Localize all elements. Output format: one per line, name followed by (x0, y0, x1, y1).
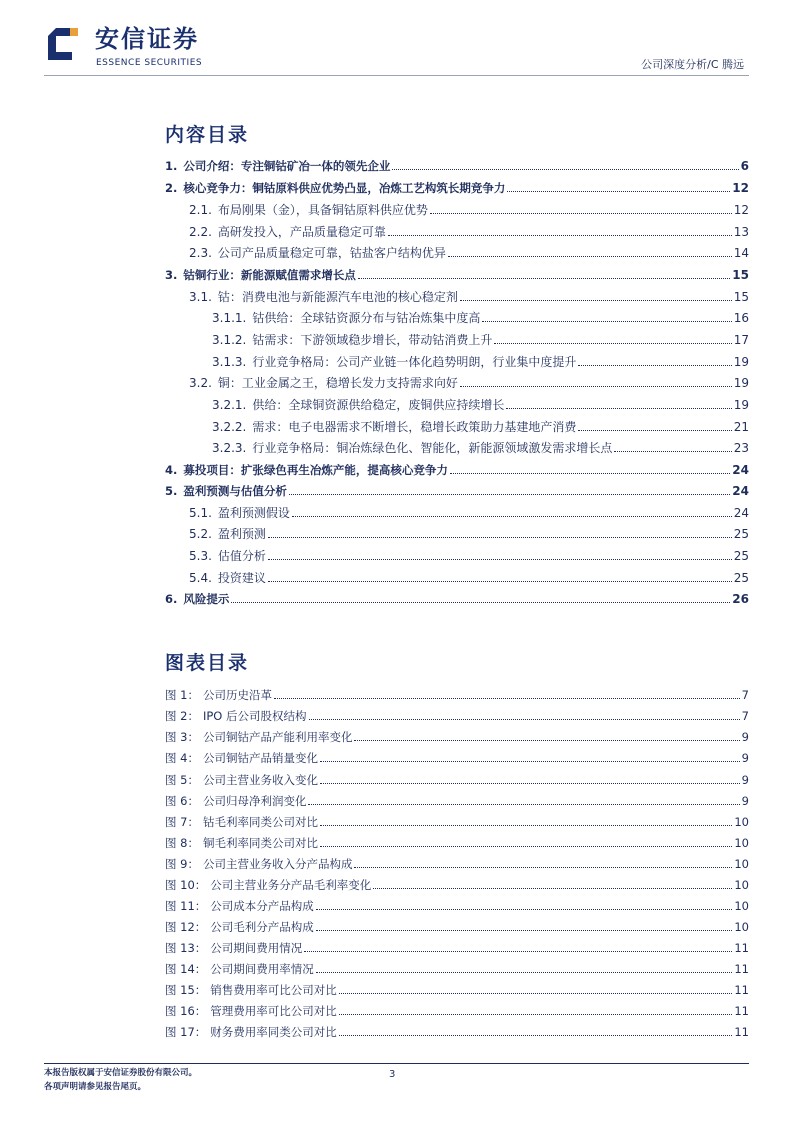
toc-entry-number: 3.1. (189, 290, 212, 304)
toc-entry[interactable] (0, 327, 749, 347)
toc-entry[interactable] (0, 349, 749, 369)
figure-entry-number: 图 1： (165, 688, 199, 702)
leader-dots (354, 740, 739, 741)
figure-entry[interactable] (0, 830, 749, 850)
leader-dots (320, 783, 740, 784)
toc-entry[interactable] (0, 500, 749, 520)
toc-entry-page: 12 (733, 203, 749, 217)
leader-dots (231, 602, 730, 603)
figure-entry-page: 10 (734, 899, 749, 913)
figure-entry-title: 公司毛利分产品构成 (210, 920, 314, 934)
toc-entry[interactable] (0, 392, 749, 412)
toc-entry[interactable] (0, 153, 749, 173)
figure-entry-number: 图 9： (165, 857, 199, 871)
leader-dots (304, 951, 732, 952)
toc-entry-page: 19 (733, 376, 749, 390)
toc-entry-number: 3.2.3. (212, 441, 247, 455)
toc-entry-page: 23 (733, 441, 749, 455)
figure-entry-title: 公司铜钴产品产能利用率变化 (202, 730, 353, 744)
toc-entry-page: 19 (733, 355, 749, 369)
leader-dots (482, 321, 731, 322)
leader-dots (309, 719, 740, 720)
figure-entry-number: 图 4： (165, 751, 199, 765)
figure-entry-number: 图 14： (165, 962, 207, 976)
toc-entry-page: 24 (732, 484, 749, 498)
toc-entry-page: 16 (733, 311, 749, 325)
toc-entry-number: 3.2. (189, 376, 212, 390)
leader-dots (578, 430, 731, 431)
figure-entry-number: 图 5： (165, 773, 199, 787)
toc-entry-page: 13 (733, 225, 749, 239)
toc-entry-page: 25 (733, 549, 749, 563)
toc-entry-page: 15 (732, 268, 749, 282)
leader-dots (494, 343, 731, 344)
figure-entry-page: 11 (734, 983, 749, 997)
toc-entry-page: 21 (733, 420, 749, 434)
leader-dots (460, 300, 732, 301)
figure-entry[interactable] (0, 703, 749, 723)
toc-entry-number: 3.1.1. (212, 311, 247, 325)
toc-entry-title: 盈利预测 (217, 527, 266, 541)
figure-entry-title: 公司历史沿革 (202, 688, 272, 702)
figure-entry-page: 9 (741, 730, 749, 744)
toc-entry[interactable] (0, 457, 749, 477)
disclaimer-note: 各项声明请参见报告尾页。 (44, 1082, 147, 1092)
brand-name-cn: 安信证券 (95, 25, 199, 53)
figure-entry-title: IPO 后公司股权结构 (202, 709, 307, 723)
leader-dots (316, 930, 733, 931)
figure-entry[interactable] (0, 745, 749, 765)
toc-entry[interactable] (0, 175, 749, 195)
toc-entry[interactable] (0, 543, 749, 563)
leader-dots (339, 1035, 733, 1036)
toc-entry-title: 募投项目：扩张绿色再生冶炼产能，提高核心竞争力 (183, 463, 448, 477)
toc-entry-title: 投资建议 (217, 571, 266, 585)
figure-entry[interactable] (0, 767, 749, 787)
toc-entry-page: 12 (732, 181, 749, 195)
figure-entry-number: 图 2： (165, 709, 199, 723)
toc-entry-page: 17 (733, 333, 749, 347)
figure-entry[interactable] (0, 872, 749, 892)
figure-entry-page: 10 (734, 857, 749, 871)
toc-entry-page: 25 (733, 571, 749, 585)
toc-entry[interactable] (0, 586, 749, 606)
figure-entry-number: 图 10： (165, 878, 207, 892)
toc-entry-title: 高研发投入，产品质量稳定可靠 (217, 225, 386, 239)
toc-entry-number: 3. (165, 268, 178, 282)
leader-dots (316, 909, 733, 910)
figure-entry-number: 图 3： (165, 730, 199, 744)
leader-dots (268, 537, 732, 538)
header-divider (44, 75, 749, 76)
figure-entry-title: 公司主营业务收入变化 (202, 773, 318, 787)
figure-entry-page: 10 (734, 920, 749, 934)
figure-entry-title: 公司期间费用率情况 (210, 962, 314, 976)
toc-entry-title: 估值分析 (217, 549, 266, 563)
leader-dots (450, 473, 730, 474)
figure-entry-number: 图 12： (165, 920, 207, 934)
figure-entry-title: 财务费用率同类公司对比 (210, 1025, 337, 1039)
figure-entry-title: 公司主营业务收入分产品构成 (202, 857, 353, 871)
figure-entry-page: 11 (734, 962, 749, 976)
figure-entry-title: 公司铜钴产品销量变化 (202, 751, 318, 765)
page-number: 3 (389, 1069, 396, 1080)
leader-dots (578, 365, 731, 366)
toc-entry-number: 4. (165, 463, 178, 477)
leader-dots (506, 408, 731, 409)
toc-entry[interactable] (0, 565, 749, 585)
figure-entry-number: 图 7： (165, 815, 199, 829)
figure-entry[interactable] (0, 977, 749, 997)
brand-name-en: ESSENCE SECURITIES (96, 58, 203, 68)
toc-entry-page: 24 (732, 463, 749, 477)
figure-entry-title: 铜毛利率同类公司对比 (202, 836, 318, 850)
toc-entry[interactable] (0, 240, 749, 260)
toc-entry-number: 2.2. (189, 225, 212, 239)
toc-entry-page: 14 (733, 246, 749, 260)
toc-entry[interactable] (0, 284, 749, 304)
toc-entry[interactable] (0, 262, 749, 282)
toc-entry-number: 2. (165, 181, 178, 195)
toc-entry-number: 5.4. (189, 571, 212, 585)
toc-entry-number: 5.3. (189, 549, 212, 563)
leader-dots (430, 213, 732, 214)
leader-dots (392, 169, 738, 170)
toc-entry-title: 公司介绍：专注铜钴矿冶一体的领先企业 (183, 159, 391, 173)
figure-entry-title: 公司归母净利润变化 (202, 794, 307, 808)
figure-entry-number: 图 16： (165, 1004, 207, 1018)
figure-entry-page: 11 (734, 1004, 749, 1018)
figure-entry-title: 钴毛利率同类公司对比 (202, 815, 318, 829)
toc-entry[interactable] (0, 435, 749, 455)
figure-entry-title: 公司成本分产品构成 (210, 899, 314, 913)
leader-dots (339, 993, 733, 994)
figure-entry-page: 7 (741, 688, 749, 702)
toc-entry-page: 24 (733, 506, 749, 520)
toc-entry[interactable] (0, 305, 749, 325)
toc-entry-number: 5.1. (189, 506, 212, 520)
figure-entry[interactable] (0, 935, 749, 955)
leader-dots (373, 888, 732, 889)
toc-entry-title: 需求：电子电器需求不断增长，稳增长政策助力基建地产消费 (252, 420, 577, 434)
copyright-note: 本报告版权属于安信证券股份有限公司。 (44, 1068, 198, 1078)
toc-entry-number: 5.2. (189, 527, 212, 541)
figure-entry[interactable] (0, 724, 749, 744)
toc-entry[interactable] (0, 219, 749, 239)
leader-dots (320, 825, 732, 826)
toc-entry-number: 1. (165, 159, 178, 173)
toc-entry-title: 盈利预测假设 (217, 506, 290, 520)
leader-dots (268, 581, 732, 582)
toc-entry-number: 2.3. (189, 246, 212, 260)
figure-entry[interactable] (0, 851, 749, 871)
figure-entry[interactable] (0, 998, 749, 1018)
toc-entry-page: 19 (733, 398, 749, 412)
toc-entry[interactable] (0, 370, 749, 390)
figure-entry-title: 管理费用率可比公司对比 (210, 1004, 337, 1018)
toc-entry[interactable] (0, 478, 749, 498)
toc-entry-title: 盈利预测与估值分析 (183, 484, 287, 498)
figure-entry-title: 公司主营业务分产品毛利率变化 (210, 878, 372, 892)
toc-entry-page: 26 (732, 592, 749, 606)
leader-dots (268, 559, 732, 560)
toc-entry-number: 3.2.2. (212, 420, 247, 434)
toc-entry-title: 钴供给：全球钴资源分布与钴冶炼集中度高 (252, 311, 481, 325)
figure-entry-number: 图 13： (165, 941, 207, 955)
figure-entry-page: 9 (741, 794, 749, 808)
toc-entry[interactable] (0, 414, 749, 434)
figure-entry-page: 10 (734, 815, 749, 829)
leader-dots (614, 451, 731, 452)
leader-dots (274, 698, 740, 699)
figure-entry[interactable] (0, 893, 749, 913)
toc-entry-page: 25 (733, 527, 749, 541)
leader-dots (448, 256, 732, 257)
leader-dots (354, 867, 732, 868)
leader-dots (339, 1014, 733, 1015)
figure-list-title: 图表目录 (165, 652, 250, 674)
figure-entry[interactable] (0, 956, 749, 976)
toc-entry-title: 供给：全球铜资源供给稳定，废铜供应持续增长 (252, 398, 505, 412)
toc-entry-number: 3.1.2. (212, 333, 247, 347)
figure-entry-title: 销售费用率可比公司对比 (210, 983, 337, 997)
toc-entry-title: 布局刚果（金），具备铜钴原料供应优势 (217, 203, 428, 217)
leader-dots (308, 804, 739, 805)
figure-entry[interactable] (0, 914, 749, 934)
leader-dots (460, 386, 732, 387)
figure-entry-title: 公司期间费用情况 (210, 941, 303, 955)
figure-entry-page: 10 (734, 836, 749, 850)
toc-entry-number: 2.1. (189, 203, 212, 217)
toc-entry-page: 6 (740, 159, 749, 173)
figure-entry-number: 图 15： (165, 983, 207, 997)
figure-entry-page: 7 (741, 709, 749, 723)
figure-entry[interactable] (0, 788, 749, 808)
toc-entry-title: 钴铜行业：新能源赋值需求增长点 (183, 268, 356, 282)
toc-entry-title: 公司产品质量稳定可靠，钴盐客户结构优异 (217, 246, 446, 260)
toc-entry-number: 3.1.3. (212, 355, 247, 369)
leader-dots (316, 972, 733, 973)
toc-entry-title: 行业竞争格局：公司产业链一体化趋势明朗，行业集中度提升 (252, 355, 577, 369)
figure-entry-page: 9 (741, 773, 749, 787)
toc-entry[interactable] (0, 521, 749, 541)
figure-entry-number: 图 6： (165, 794, 199, 808)
figure-entry-page: 11 (734, 1025, 749, 1039)
figure-entry-page: 10 (734, 878, 749, 892)
toc-title: 内容目录 (165, 124, 250, 146)
leader-dots (320, 761, 740, 762)
toc-entry-number: 3.2.1. (212, 398, 247, 412)
figure-entry-page: 9 (741, 751, 749, 765)
toc-entry-title: 铜：工业金属之王，稳增长发力支持需求向好 (217, 376, 458, 390)
toc-entry-title: 风险提示 (183, 592, 230, 606)
toc-entry-number: 6. (165, 592, 178, 606)
toc-entry-page: 15 (733, 290, 749, 304)
leader-dots (292, 516, 732, 517)
toc-entry-number: 5. (165, 484, 178, 498)
leader-dots (289, 494, 730, 495)
leader-dots (320, 846, 732, 847)
leader-dots (507, 191, 730, 192)
figure-entry[interactable] (0, 682, 749, 702)
brand-logo (44, 24, 80, 64)
footer-divider (44, 1063, 749, 1064)
figure-entry-page: 11 (734, 941, 749, 955)
figure-entry[interactable] (0, 809, 749, 829)
figure-entry-number: 图 17： (165, 1025, 207, 1039)
toc-entry[interactable] (0, 197, 749, 217)
leader-dots (388, 235, 732, 236)
toc-entry-title: 行业竞争格局：铜冶炼绿色化、智能化，新能源领域激发需求增长点 (252, 441, 613, 455)
toc-entry-title: 钴：消费电池与新能源汽车电池的核心稳定剂 (217, 290, 458, 304)
figure-entry-number: 图 11： (165, 899, 207, 913)
figure-entry-number: 图 8： (165, 836, 199, 850)
figure-entry[interactable] (0, 1019, 749, 1039)
toc-entry-title: 核心竞争力：铜钴原料供应优势凸显，冶炼工艺构筑长期竞争力 (183, 181, 506, 195)
report-tag: 公司深度分析/C 腾远 (641, 58, 744, 71)
leader-dots (358, 278, 730, 279)
toc-entry-title: 钴需求：下游领域稳步增长，带动钴消费上升 (252, 333, 493, 347)
